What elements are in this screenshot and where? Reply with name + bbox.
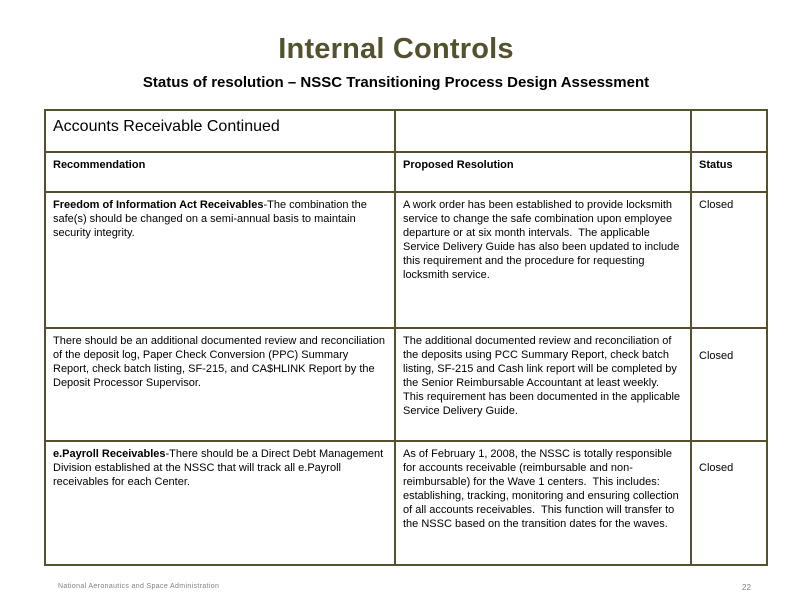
status-table-container bbox=[44, 109, 766, 566]
resolution-text: The additional documented review and reconciliation of the deposits using PCC Summary Report, check batch listing, SF-215 and Cash link report will be completed by the Senior Reimbursable Accountant at least weekly. This requirement has been documented in the applicable Service Delivery Guide. bbox=[403, 335, 684, 417]
column-header-proposed-resolution-label: Proposed Resolution bbox=[403, 159, 514, 171]
table-band-title: Accounts Receivable Continued bbox=[53, 118, 280, 135]
cell-proposed-resolution bbox=[395, 328, 691, 441]
status-table bbox=[44, 109, 768, 566]
resolution-text: As of February 1, 2008, the NSSC is totally responsible for accounts receivable (reimbursable and non-reimbursable) for the Wave 1 centers. This includes: establishing, tracking, monitoring and ensuring collection of all accounts receivables. This function will transfer to the NSSC based on the transition dates for the waves. bbox=[403, 448, 682, 530]
cell-recommendation bbox=[45, 192, 395, 328]
recommendation-body: There should be an additional documented review and reconciliation of the deposit log, Paper Check Conversion (PPC) Summary Report, check batch listing, SF-215, and CA$HLINK Report by the Deposit Processor Supervisor. bbox=[53, 335, 386, 389]
table-band-row bbox=[45, 110, 767, 152]
recommendation-lead: e.Payroll Receivables bbox=[53, 448, 166, 460]
table-band-cell-title bbox=[45, 110, 395, 152]
recommendation-body: -The combination the safe(s) should be changed on a semi-annual basis to maintain security integrity. bbox=[53, 199, 367, 239]
table-row bbox=[45, 441, 767, 565]
cell-status bbox=[691, 328, 767, 441]
status-badge: Closed bbox=[699, 350, 734, 362]
resolution-text: A work order has been established to provide locksmith service to change the safe combination upon employee departure or at six month intervals. The applicable Service Delivery Guide has also been updated to include this requirement and the procedure for requesting locksmith service. bbox=[403, 199, 683, 281]
column-header-recommendation bbox=[45, 152, 395, 192]
cell-recommendation bbox=[45, 441, 395, 565]
status-badge: Closed bbox=[699, 462, 734, 474]
column-header-proposed-resolution bbox=[395, 152, 691, 192]
page-subtitle: Status of resolution – NSSC Transitioning Process Design Assessment bbox=[142, 74, 650, 91]
table-band-cell-empty-2 bbox=[691, 110, 767, 152]
recommendation-lead: Freedom of Information Act Receivables bbox=[53, 199, 264, 211]
column-header-status bbox=[691, 152, 767, 192]
recommendation-body: -There should be a Direct Debt Management Division established at the NSSC that will track all e.Payroll receivables for each Center. bbox=[53, 448, 384, 488]
cell-recommendation bbox=[45, 328, 395, 441]
cell-proposed-resolution bbox=[395, 192, 691, 328]
table-header-row bbox=[45, 152, 767, 192]
cell-status bbox=[691, 441, 767, 565]
status-badge: Closed bbox=[699, 199, 734, 211]
page-title: Internal Controls bbox=[278, 33, 514, 65]
table-row bbox=[45, 328, 767, 441]
column-header-status-label: Status bbox=[699, 159, 733, 171]
footer-organization: National Aeronautics and Space Administration bbox=[58, 583, 220, 590]
footer-page-number: 22 bbox=[742, 583, 751, 592]
table-band-cell-empty-1 bbox=[395, 110, 691, 152]
table-row bbox=[45, 192, 767, 328]
cell-status bbox=[691, 192, 767, 328]
cell-proposed-resolution bbox=[395, 441, 691, 565]
column-header-recommendation-label: Recommendation bbox=[53, 159, 146, 171]
